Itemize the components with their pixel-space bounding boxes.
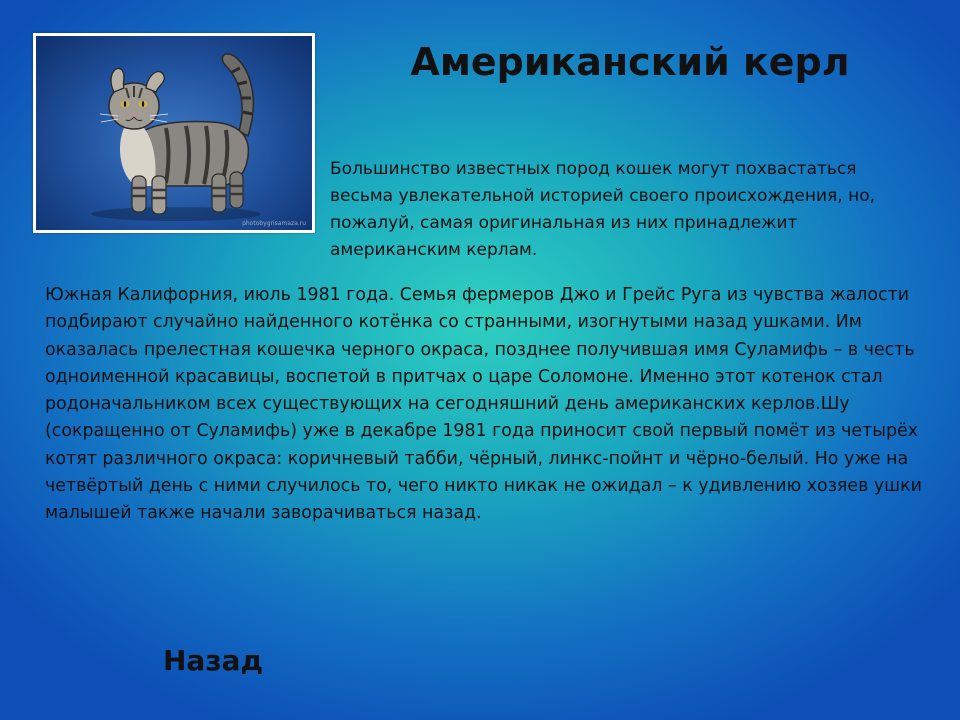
story-paragraph: Южная Калифорния, июль 1981 года. Семья фермеров Джо и Грейс Руга из чувства жалости подбирают случайно найденного котёнка со странными, изогнутыми назад ушками. Им оказалась прелестная кошечка черного окраса, позднее получившая имя Суламифь – в честь одноименной красавицы, воспетой в притчах о царе Соломоне. Именно этот котенок стал родоначальником всех существующих на сегодняшний день американских керлов.Шу (сокращенно от Суламифь) уже в декабре 1981 года приносит свой первый помёт из четырёх котят различного окраса: коричневый табби, чёрный, линкс-пойнт и чёрно-белый. Но уже на четвёртый день с ними случилось то, чего никто никак не ожидал – к удивлению хозяев ушки малышей также начали заворачиваться назад. <box>45 285 922 524</box>
slide-title: Американский керл <box>410 40 850 84</box>
cat-illustration <box>36 36 312 230</box>
cat-photo <box>36 36 312 230</box>
photo-watermark: photobygrisamaza.ru <box>242 220 306 227</box>
cat-photo-frame <box>33 33 315 233</box>
back-link[interactable]: Назад <box>163 644 264 677</box>
intro-paragraph: Большинство известных пород кошек могут похвастаться весьма увлекательной историей своего происхождения, но, пожалуй, самая оригинальная из них принадлежит американским керлам. <box>330 159 876 260</box>
